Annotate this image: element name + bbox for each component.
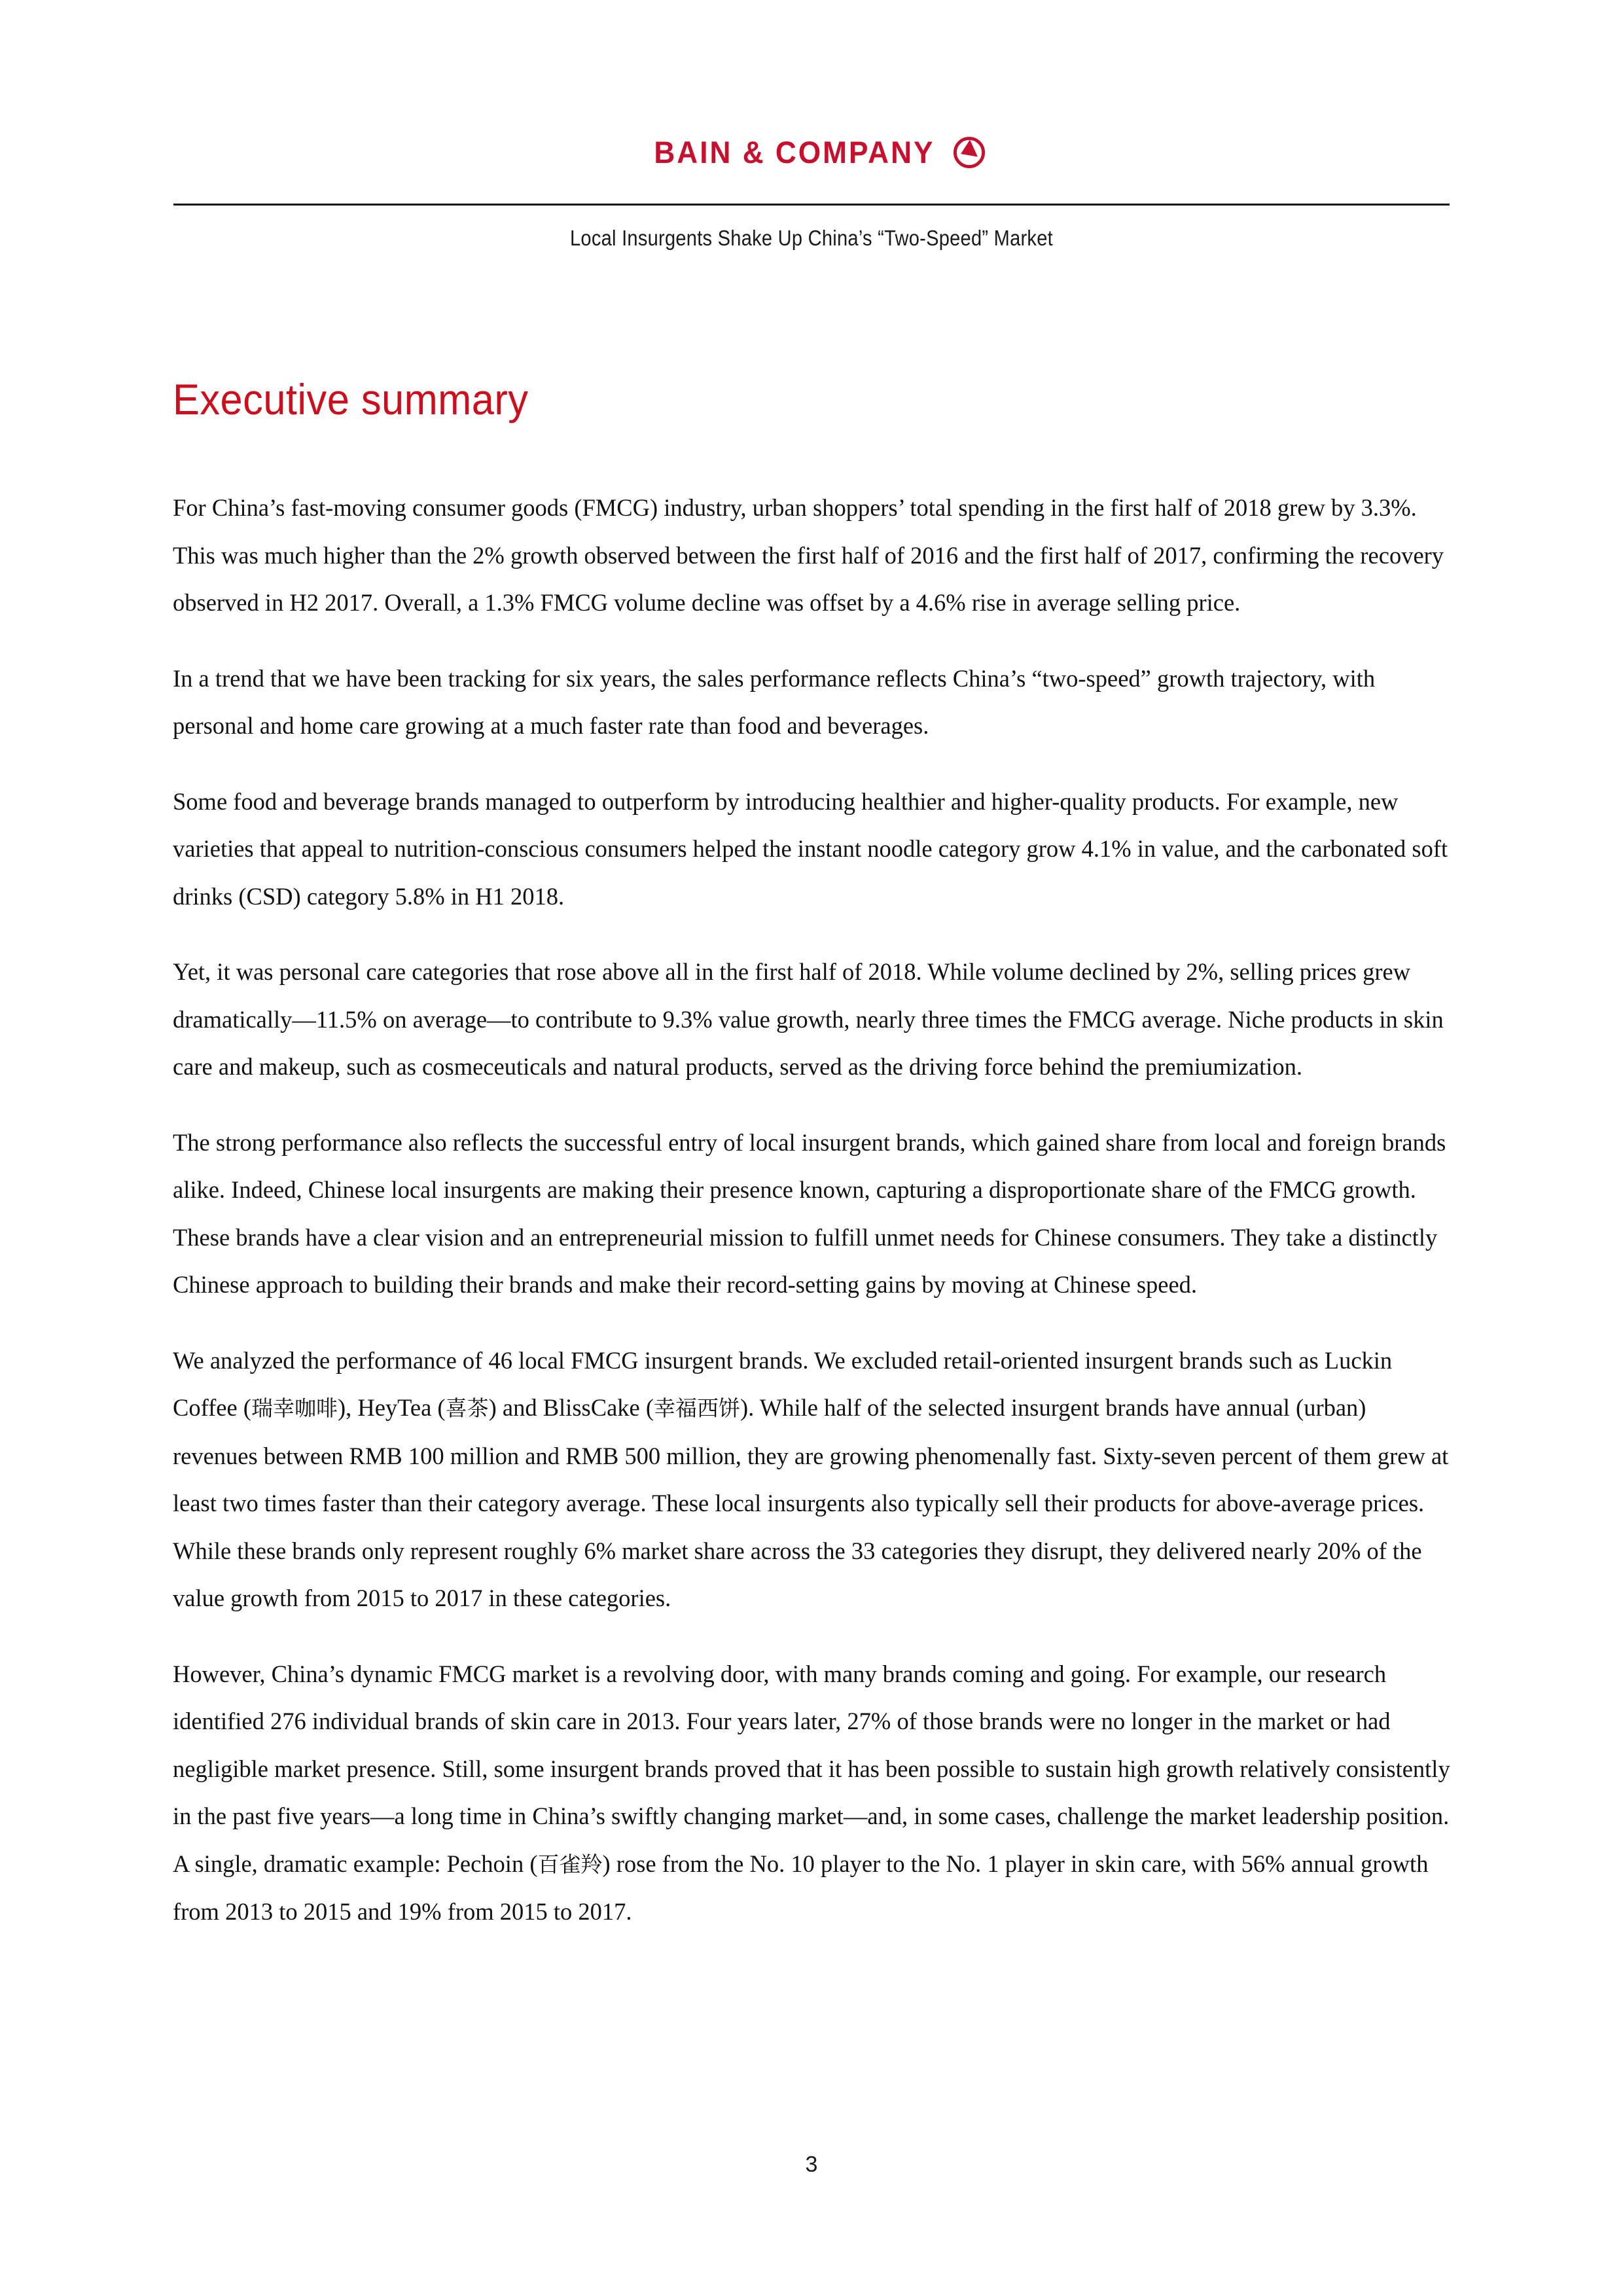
body-paragraph: We analyzed the performance of 46 local FMCG insurgent brands. We excluded retail-oriented insurgent brands such as Luckin Coffee (瑞幸咖啡), HeyTea (喜茶) and BlissCake (幸福西饼). While half of the selected insurgent brands have annual (urban) revenues between RMB 100 million and RMB 500 million, they are growing phenomenally fast. Sixty-seven percent of them grew at least two times faster than their category average. These local insurgents also typically sell their products for above-average prices. While these brands only represent roughly 6% market share across the 33 categories they disrupt, they delivered nearly 20% of the value growth from 2015 to 2017 in these categories. [173, 1346, 1449, 1611]
page-title: Executive summary [173, 375, 529, 424]
body-paragraph: The strong performance also reflects the successful entry of local insurgent brands, which gained share from local and foreign brands alike. Indeed, Chinese local insurgents are making their presence known, capturing a disproportionate share of the FMCG growth. These brands have a clear vision and an entrepreneurial mission to fulfill unmet needs for Chinese consumers. They take a distinctly Chinese approach to building their brands and make their record-setting gains by moving at Chinese speed. [173, 1128, 1446, 1298]
body-paragraph: In a trend that we have been tracking for six years, the sales performance reflects China’s “two-speed” growth trajectory, with personal and home care growing at a much faster rate than food and beverages. [173, 664, 1376, 739]
bain-circle-wedge-icon [952, 135, 987, 170]
brand-masthead [0, 122, 1623, 182]
chinese-brand-name: 幸福西饼 [654, 1395, 741, 1421]
header-divider [173, 204, 1450, 206]
page-number: 3 [805, 2152, 818, 2177]
body-text [173, 484, 1454, 1936]
body-paragraph: Yet, it was personal care categories that rose above all in the first half of 2018. While volume declined by 2%, selling prices grew dramatically—11.5% on average—to contribute to 9.3% value growth, nearly three times the FMCG average. Niche products in skin care and makeup, such as cosmeceuticals and natural products, served as the driving force behind the premiumization. [173, 958, 1444, 1080]
running-header-title: Local Insurgents Shake Up China’s “Two-Speed” Market [570, 226, 1053, 250]
chinese-brand-name: 喜茶 [445, 1395, 489, 1421]
bain-wordmark: BAIN & COMPANY [654, 134, 935, 170]
chinese-brand-name: 百雀羚 [537, 1851, 603, 1877]
body-paragraph: However, China’s dynamic FMCG market is a revolving door, with many brands coming and going. For example, our research identified 276 individual brands of skin care in 2013. Four years later, 27% of those brands were no longer in the market or had negligible market presence. Still, some insurgent brands proved that it has been possible to sustain high growth relatively consistently in the past five years—a long time in China’s swiftly changing market—and, in some cases, challenge the market leadership position. A single, dramatic example: Pechoin (百雀羚) rose from the No. 10 player to the No. 1 player in skin care, with 56% annual growth from 2013 to 2015 and 19% from 2015 to 2017. [173, 1660, 1450, 1925]
body-paragraph: For China’s fast-moving consumer goods (FMCG) industry, urban shoppers’ total spending in the first half of 2018 grew by 3.3%. This was much higher than the 2% growth observed between the first half of 2016 and the first half of 2017, confirming the recovery observed in H2 2017. Overall, a 1.3% FMCG volume decline was offset by a 4.6% rise in average selling price. [173, 494, 1444, 616]
body-paragraph: Some food and beverage brands managed to outperform by introducing healthier and higher-quality products. For example, new varieties that appeal to nutrition-conscious consumers helped the instant noodle category grow 4.1% in value, and the carbonated soft drinks (CSD) category 5.8% in H1 2018. [173, 787, 1448, 910]
chinese-brand-name: 瑞幸咖啡 [251, 1395, 338, 1421]
